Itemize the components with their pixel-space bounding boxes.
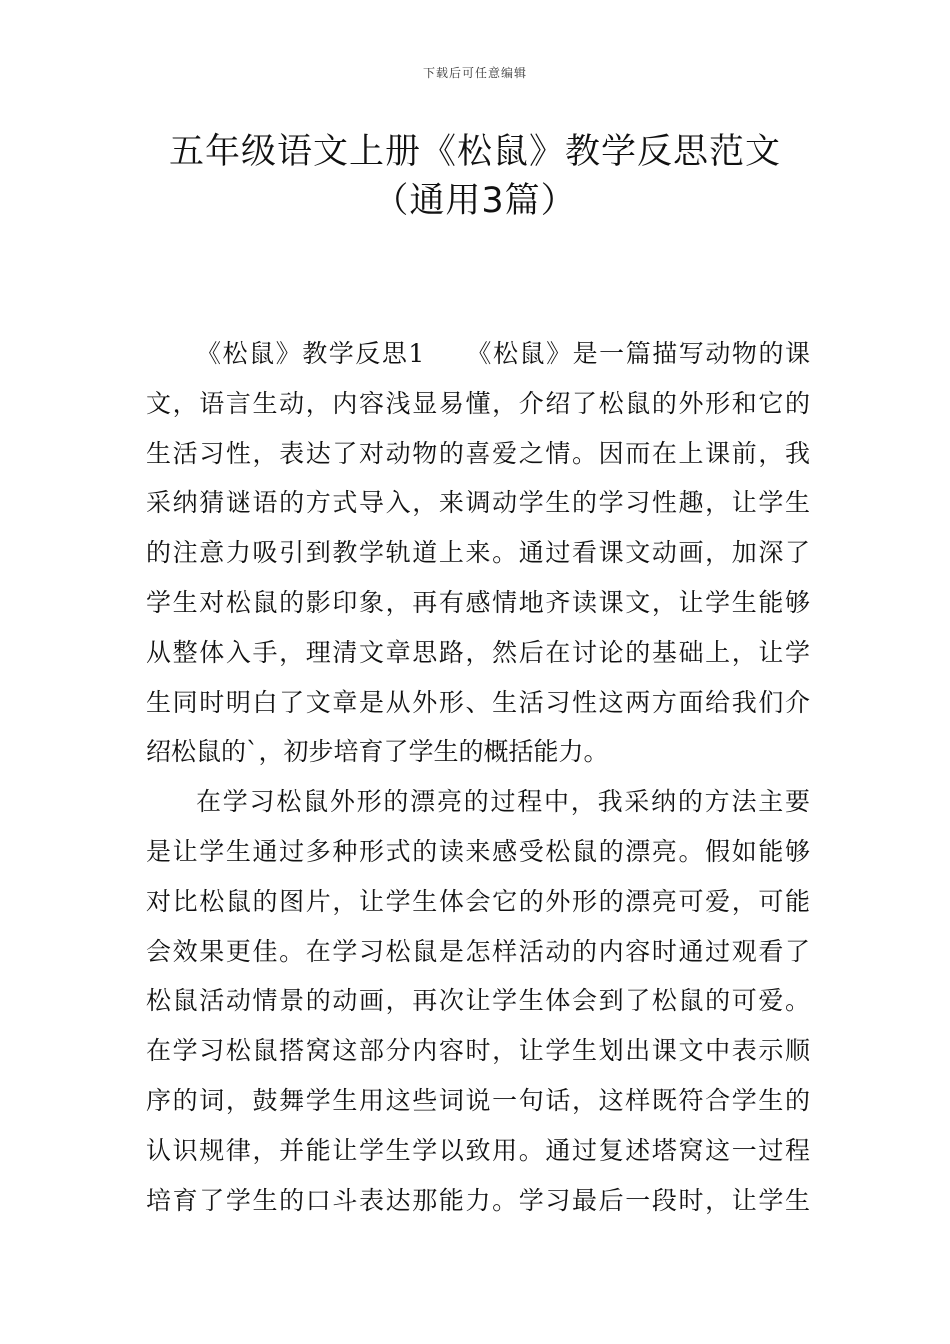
text-line: 是让学生通过多种形式的读来感受松鼠的漂亮。假如能够	[146, 836, 810, 866]
text-line: 在学习松鼠外形的漂亮的过程中，我采纳的方法主要	[196, 787, 810, 817]
paragraph-1	[146, 329, 810, 777]
text-line: 《松鼠》教学反思1 《松鼠》是一篇描写动物的课	[196, 339, 810, 368]
text-line: 的注意力吸引到教学轨道上来。通过看课文动画，加深了	[146, 538, 810, 568]
text-line: 序的词，鼓舞学生用这些词说一句话，这样既符合学生的	[146, 1085, 810, 1115]
text-line: 认识规律，并能让学生学以致用。通过复述塔窝这一过程	[146, 1135, 810, 1165]
paragraph-2	[146, 777, 810, 1225]
text-line: 松鼠活动情景的动画，再次让学生体会到了松鼠的可爱。	[146, 986, 810, 1016]
text-line: 绍松鼠的`，初步培育了学生的概括能力。	[146, 737, 609, 767]
title-line-2: （通用3篇）	[373, 181, 577, 221]
text-line: 生同时明白了文章是从外形、生活习性这两方面给我们介	[146, 687, 810, 717]
text-line: 对比松鼠的图片，让学生体会它的外形的漂亮可爱，可能	[146, 886, 810, 916]
document-title	[100, 128, 850, 226]
text-line: 从整体入手，理清文章思路，然后在讨论的基础上，让学	[146, 637, 810, 667]
header-note: 下载后可任意编辑	[422, 66, 527, 80]
text-line: 培育了学生的口斗表达那能力。学习最后一段时，让学生	[146, 1185, 810, 1215]
text-line: 生活习性，表达了对动物的喜爱之情。因而在上课前，我	[146, 438, 810, 468]
text-line: 采纳猜谜语的方式导入，来调动学生的学习性趣，让学生	[146, 488, 810, 518]
text-line: 文，语言生动，内容浅显易懂，介绍了松鼠的外形和它的	[146, 388, 810, 418]
text-line: 会效果更佳。在学习松鼠是怎样活动的内容时通过观看了	[146, 936, 810, 966]
text-line: 在学习松鼠搭窝这部分内容时，让学生划出课文中表示顺	[146, 1036, 810, 1066]
text-line: 学生对松鼠的影印象，再有感情地齐读课文，让学生能够	[146, 587, 810, 617]
body-text	[146, 329, 810, 1225]
title-line-1: 五年级语文上册《松鼠》教学反思范文	[168, 132, 781, 172]
